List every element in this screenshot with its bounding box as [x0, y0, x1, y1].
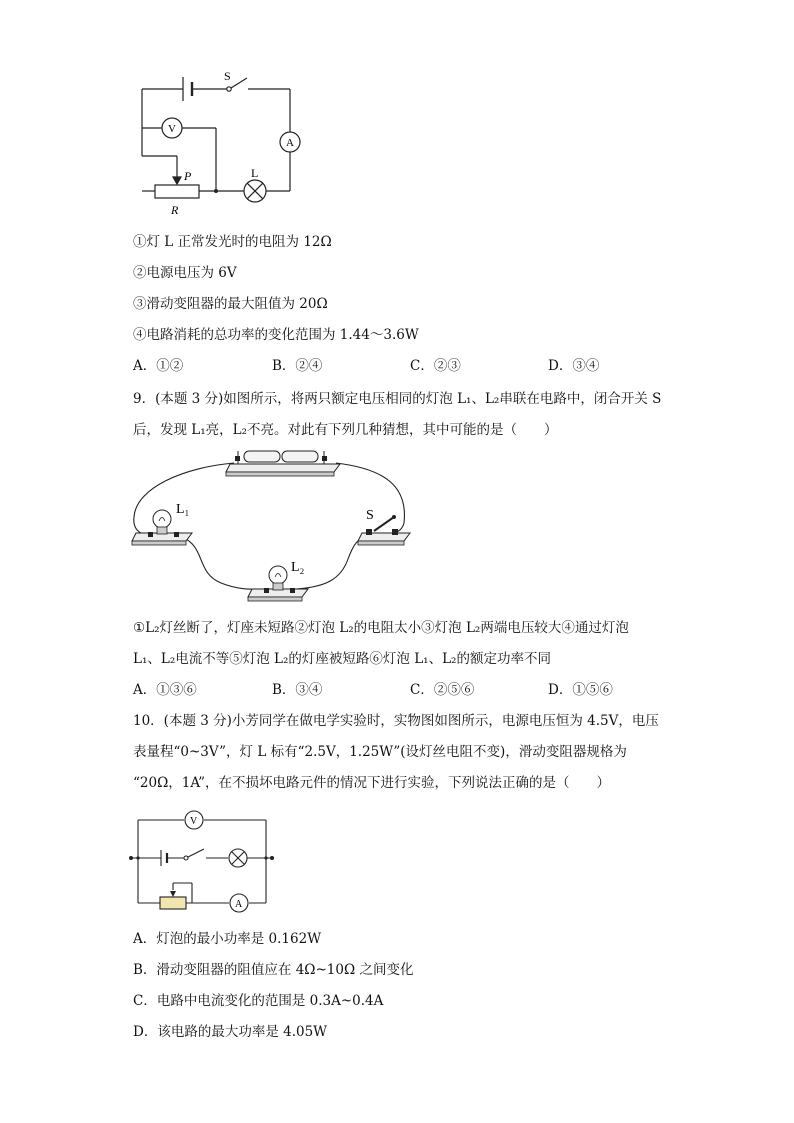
switch-label: S	[224, 69, 231, 83]
switch-s-label: S	[366, 508, 374, 523]
q8-statement-4: ④电路消耗的总功率的变化范围为 1.44～3.6W	[133, 327, 419, 343]
slider-label: P	[184, 169, 192, 183]
q9-option-b[interactable]: B．③④	[272, 682, 323, 698]
lamp-l2-label: L₂	[291, 560, 305, 575]
q10-voltmeter-label: V	[190, 816, 198, 827]
q8-circuit-diagram	[120, 66, 320, 226]
q9-stem-line-1: 9．(本题 3 分)如图所示，将两只额定电压相同的灯泡 L₁、L₂串联在电路中，闭合开关 S	[133, 391, 662, 407]
q8-option-c[interactable]: C．②③	[410, 358, 461, 374]
q9-option-c[interactable]: C．②⑤⑥	[410, 682, 475, 698]
q10-ammeter-label: A	[235, 899, 243, 910]
q8-statement-2: ②电源电压为 6V	[133, 265, 237, 281]
q8-statement-3: ③滑动变阻器的最大阻值为 20Ω	[133, 296, 328, 312]
q9-stem-line-2: 后，发现 L₁亮，L₂不亮。对此有下列几种猜想，其中可能的是（ ）	[133, 422, 558, 438]
q10-option-b[interactable]: B．滑动变阻器的阻值应在 4Ω~10Ω 之间变化	[133, 962, 414, 978]
q8-option-a[interactable]: A．①②	[133, 358, 184, 374]
q10-circuit-diagram	[126, 808, 276, 918]
battery-holder-icon	[226, 451, 340, 476]
q9-option-a[interactable]: A．①③⑥	[133, 682, 197, 698]
q10-stem-line-1: 10．(本题 3 分)小芳同学在做电学实验时，实物图如图所示，电源电压恒为 4.5V，电压	[133, 713, 659, 729]
q10-option-a[interactable]: A．灯泡的最小功率是 0.162W	[133, 931, 322, 947]
q8-option-d[interactable]: D．③④	[548, 358, 600, 374]
q10-stem-line-2: 表量程“0~3V”，灯 L 标有“2.5V，1.25W”(设灯丝电阻不变)，滑动变阻器规格为	[133, 744, 627, 760]
ammeter-label: A	[286, 137, 294, 149]
q10-option-d[interactable]: D．该电路的最大功率是 4.05W	[133, 1024, 328, 1040]
voltmeter-label: V	[168, 123, 176, 135]
q10-stem-line-3: “20Ω，1A”，在不损坏电路元件的情况下进行实验，下列说法正确的是（ ）	[133, 775, 611, 791]
lamp-label: L	[251, 166, 259, 180]
q9-guess-line-1: ①L₂灯丝断了，灯座未短路②灯泡 L₂的电阻太小③灯泡 L₂两端电压较大④通过灯泡	[133, 620, 629, 636]
q9-option-d[interactable]: D．①⑤⑥	[548, 682, 613, 698]
q8-option-b[interactable]: B．②④	[272, 358, 323, 374]
q10-option-c[interactable]: C．电路中电流变化的范围是 0.3A~0.4A	[133, 993, 384, 1009]
q9-physical-circuit-figure	[126, 447, 416, 615]
resistor-label: R	[171, 203, 179, 217]
q9-guess-line-2: L₁、L₂电流不等⑤灯泡 L₂的灯座被短路⑥灯泡 L₁、L₂的额定功率不同	[133, 651, 551, 667]
q8-statement-1: ①灯 L 正常发光时的电阻为 12Ω	[133, 234, 332, 250]
lamp-l1-label: L₁	[176, 502, 190, 517]
